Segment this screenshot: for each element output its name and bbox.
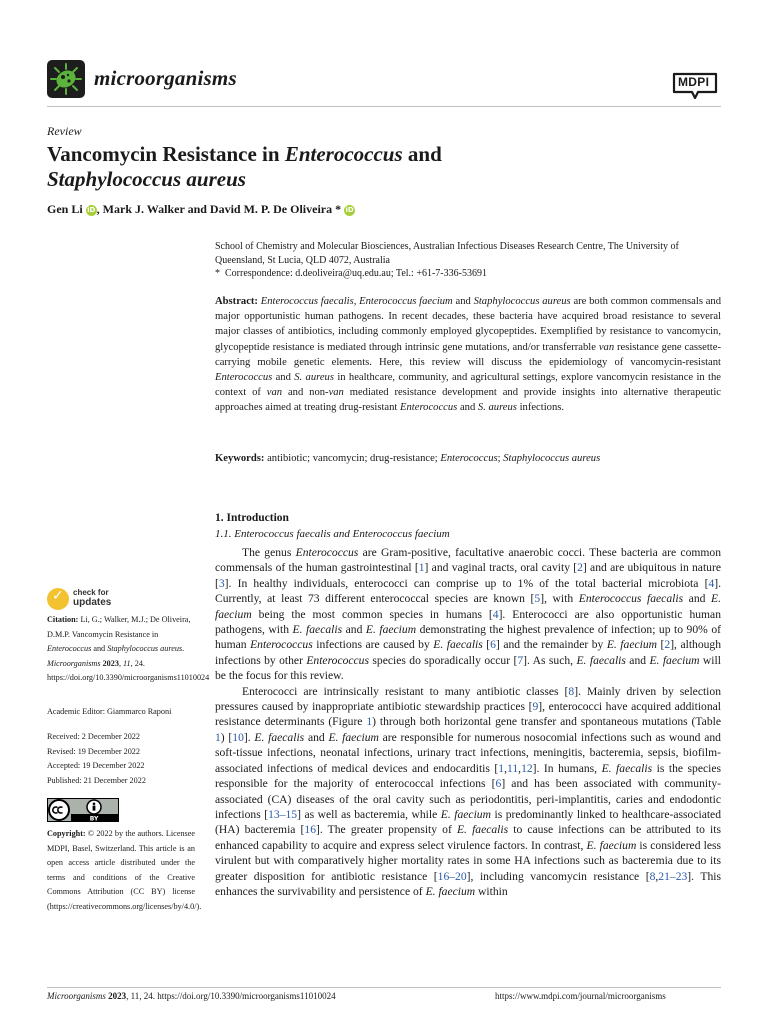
article-title: Vancomycin Resistance in Enterococcus and Staphylococcus aureus [47,142,442,191]
keywords: Keywords: antibiotic; vancomycin; drug-resistance; Enterococcus; Staphylococcus aureus [215,453,601,464]
received-date: Received: 2 December 2022 [47,732,140,741]
check-for-updates-button[interactable]: ✓ check for updates [47,586,157,612]
reference-link[interactable]: 1 [498,761,505,775]
reference-link[interactable]: 1 [215,730,221,744]
academic-editor: Academic Editor: Giammarco Raponi [47,707,172,716]
journal-logo-icon [47,60,85,98]
reference-link[interactable]: 9 [532,700,539,714]
reference-link[interactable]: 1 [418,561,425,575]
reference-link[interactable]: 5 [534,592,541,606]
cc-by-license-icon[interactable] [47,798,119,822]
reference-link[interactable]: 2 [664,638,671,652]
citation: Citation: Li, G.; Walker, M.J.; De Oliveira, D.M.P. Vancomycin Resistance in Enterococcus and Staphylococcus aureus. Microorganisms 2023, 11, 24. https://doi.org/10.3390/microorganisms11010024 [47,615,210,683]
mdpi-logo-text: MDPI [678,75,710,89]
svg-text:BY: BY [89,815,99,822]
reference-link[interactable]: 7 [517,653,524,667]
reference-link[interactable]: 13–15 [268,807,298,821]
correspondence: Correspondence: d.deoliveira@uq.edu.au; Tel.: +61-7-336-53691 [225,268,487,279]
reference-link[interactable]: 12 [521,761,533,775]
article-type: Review [47,124,82,138]
mdpi-logo [668,70,722,104]
author-list: Gen Li iD, Mark J. Walker and David M. P. De Oliveira * iD [47,202,354,216]
paragraph-2: Enterococci are intrinsically resistant to many antibiotic classes [8]. Mainly driven by selection pressures caused by inappropriate antibiotic stewardship practices [9], enterococci have acquired additional resistance determinants (Figure 1) through both horizontal gene transfer and spontaneous mutations (Table 1) [10]. E. faecalis and E. faecium are responsible for numerous nosocomial infections such as wound and soft-tissue infections, neonatal infections, urinary tract infections, meningitis, bacteremia, sepsis, biofilm-associated infections of medical devices and endocarditis [1,11,12]. In humans, E. faecalis is the species responsible for the majority of enterococcal infections [6] and has been associated with community-associated (CA) diseases of the oral cavity such as periodontitis, peri-implantitis, caries and endodontic infections [13–15] as well as bacteremia, while E. faecium is predominantly linked to healthcare-associated (HA) bacteremia [16]. The greater propensity of E. faecalis to cause infections can be attributed to its enhanced capability to acquire and express select virulence factors. In contrast, E. faecium is considered less virulent but with comparatively higher mortality rates in some HA infections such as bacteremia due to its greater disposition for antibiotic resistance [16–20], including vancomycin resistance [8,21–23]. This enhances the survivability and persistence of E. faecium within [215,684,722,898]
affiliation: School of Chemistry and Molecular Biosciences, Australian Infectious Diseases Research Centre, The University of Queensland, St Lucia, QLD 4072, Australia * Correspondence: d.deoliveira@uq.edu.au; Tel.: +61-7-336-53691 [215,241,679,279]
published-date: Published: 21 December 2022 [47,775,146,785]
orcid-icon[interactable]: iD [345,206,354,214]
journal-name: microorganisms [94,66,237,90]
orcid-icon[interactable]: iD [87,206,96,214]
article-dates [47,730,146,788]
reference-link[interactable]: 6 [495,777,502,791]
footer-citation: Microorganisms 2023, 11, 24. https://doi.org/10.3390/microorganisms11010024 [47,991,336,1001]
footer-journal-url[interactable]: https://www.mdpi.com/journal/microorganisms [495,991,666,1001]
header-rule [47,106,721,107]
author-gen-li[interactable]: Gen Li [47,202,83,216]
reference-link[interactable]: 2 [577,561,583,575]
copyright-notice: Copyright: © 2022 by the authors. Licensee MDPI, Basel, Switzerland. This article is an open access article distributed under the terms and conditions of the Creative Commons Attribution (CC BY) license (https://creativecommons.org/licenses/by/4.0/). [47,829,202,911]
reference-link[interactable]: 11 [506,761,519,775]
footer-rule [47,987,721,988]
reference-link[interactable]: 6 [490,638,496,652]
body-text [215,545,721,899]
abstract: Abstract: Enterococcus faecalis, Enterococcus faecium and Staphylococcus aureus are both common commensals and major opportunistic human pathogens. In recent decades, these bacteria have acquired broad resistance to several major classes of antibiotics, including commonly employed glycopeptides. Exemplified by resistance to vancomycin, glycopeptide resistance is mediated through intrinsic gene mutations, and/or transferrable van resistance gene cassette-carrying mobile genetic elements. Here, this review will discuss the epidemiology of vancomycin-resistant Enterococcus and S. aureus in healthcare, community, and agricultural settings, explore vancomycin resistance in the context of van and non-van mediated resistance development and provide insights into alternative therapeutic approaches aimed at treating drug-resistant Enterococcus and S. aureus infections. [215,296,722,414]
subsection-heading: 1.1. Enterococcus faecalis and Enterococcus faecium [215,528,450,540]
section-heading: 1. Introduction [215,512,289,524]
reference-link[interactable]: 21–23 [658,869,688,883]
reference-link[interactable]: 8 [649,869,656,883]
reference-link[interactable]: 4 [708,576,715,590]
reference-link[interactable]: 16–20 [437,869,467,883]
reference-link[interactable]: 3 [218,576,225,590]
revised-date: Revised: 19 December 2022 [47,746,140,756]
reference-link[interactable]: 10 [232,730,244,744]
reference-link[interactable]: 1 [366,715,373,729]
reference-link[interactable]: 4 [492,607,499,621]
reference-link[interactable]: 8 [568,684,575,698]
reference-link[interactable]: 16 [304,823,317,837]
paragraph-1: The genus Enterococcus are Gram-positive, facultative anaerobic cocci. These bacteria are common commensals of the human gastrointestinal [1] and vaginal tracts, oral cavity [2] and are ubiquitous in nature [3]. In healthy individuals, enterococci can comprise up to 1% of the total bacterial microbiota [4]. Currently, at least 73 different enterococcal species are known [5], with Enterococcus faecalis and E. faecium being the most common species in humans [4]. Enterococci are also opportunistic human pathogens, with E. faecalis and E. faecium demonstrating the highest prevalence of infection; up to 90% of human Enterococcus infections are caused by E. faecalis [6] and the remainder by E. faecium [2], although infections by other Enterococcus species do sporadically occur [7]. As such, E. faecalis and E. faecium will be the focus for this review. [215,546,722,683]
accepted-date: Accepted: 19 December 2022 [47,761,145,770]
